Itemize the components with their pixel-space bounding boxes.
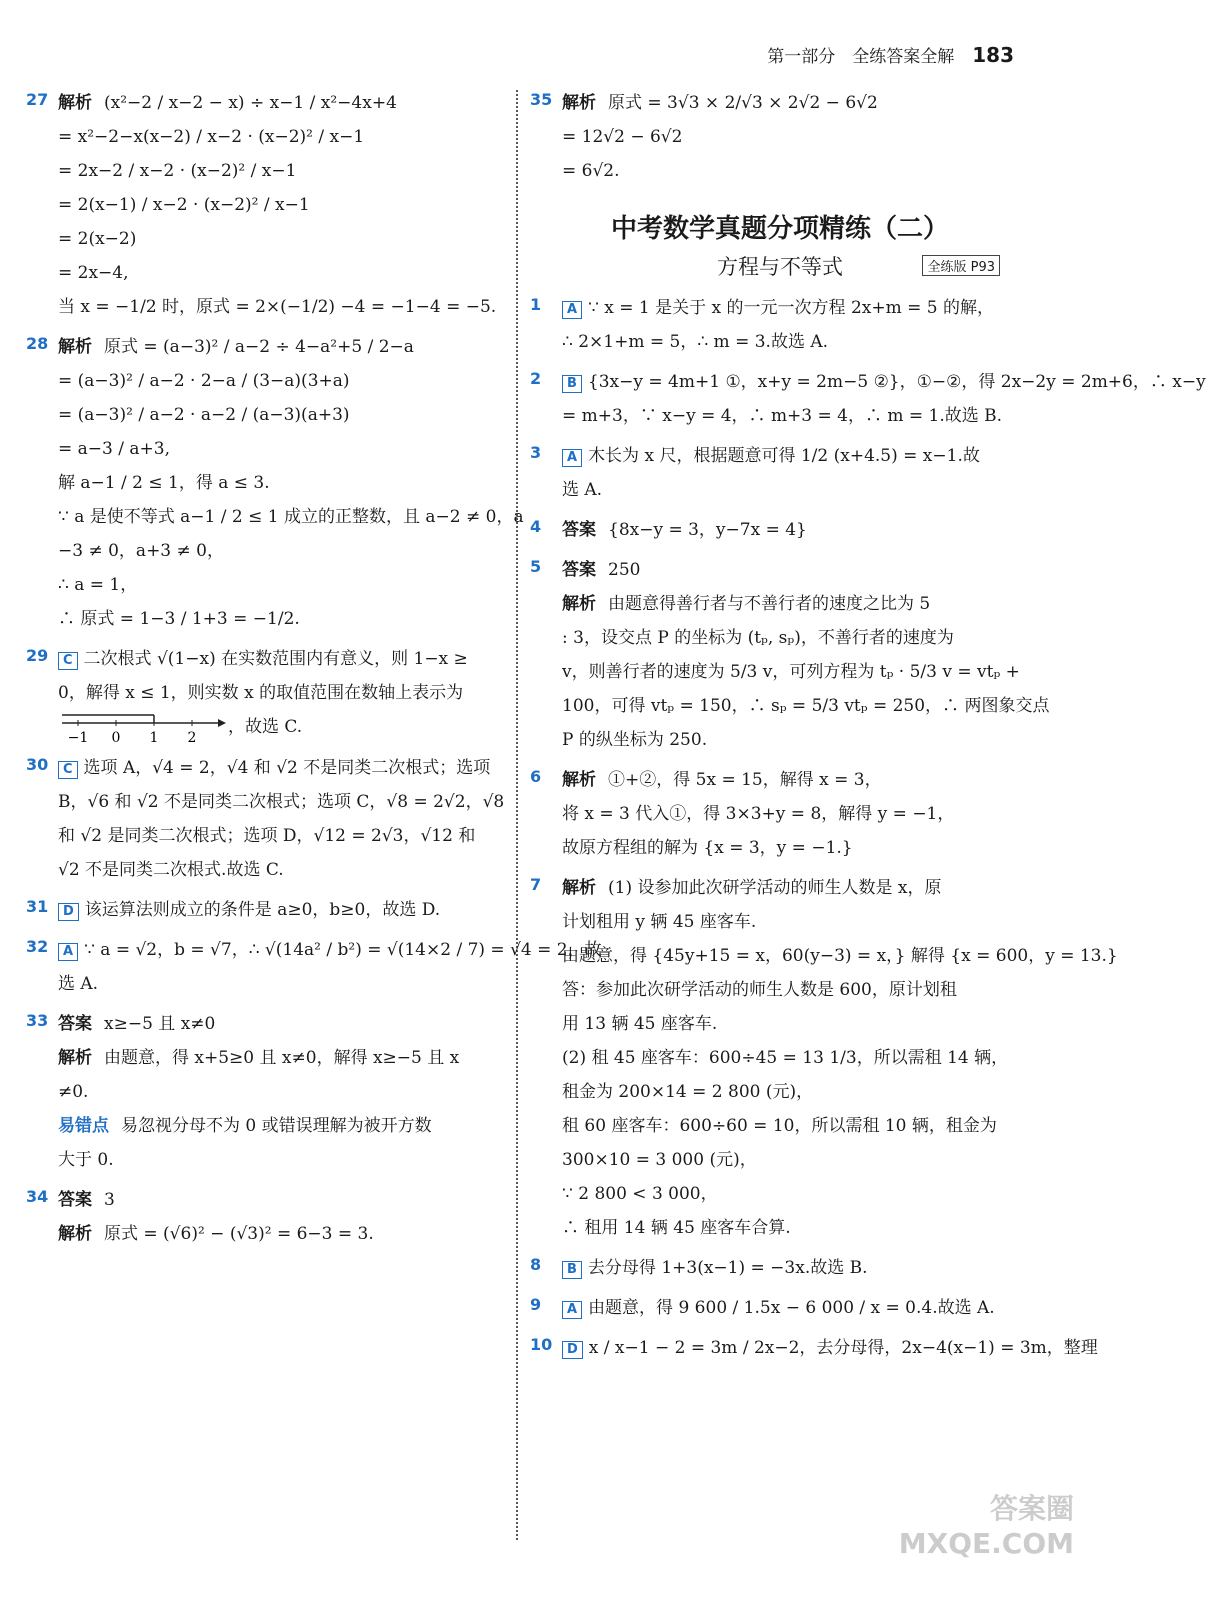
section-label: 解析 — [562, 594, 596, 614]
section-label: 解析 — [562, 878, 596, 898]
answer-choice-badge: D — [562, 1341, 583, 1359]
problem-block — [530, 1251, 1030, 1285]
problem-number: 5 — [530, 557, 542, 576]
solution-line: ∴ 原式 = 1−3 / 1+3 = −1/2. — [58, 609, 300, 629]
solution-line: A ∵ x = 1 是关于 x 的一元一次方程 2x+m = 5 的解， — [562, 291, 1030, 325]
solution-line: 由题意，得 {45y+15 = x，60(y−3) = x，} 解得 {x = 600，y = 13.} — [562, 946, 1118, 966]
number-line-row: −1 0 1 2 ，故选 C. — [58, 710, 506, 745]
solution-line: 答案 250 — [562, 560, 641, 580]
solution-line: √2 不是同类二次根式.故选 C. — [58, 859, 284, 880]
section-label: 答案 — [562, 520, 596, 540]
problem-number: 4 — [530, 517, 542, 536]
problem-block — [26, 893, 506, 927]
answer-choice-badge: C — [58, 652, 78, 670]
problem-block — [530, 291, 1030, 359]
solution-line: 解析 原式 = 3√3 × 2/√3 × 2√2 − 6√2 — [562, 93, 878, 113]
problem-number: 1 — [530, 295, 542, 314]
number-line — [58, 711, 228, 745]
subtitle-text: 方程与不等式 — [717, 255, 843, 279]
solution-line: 解析 (1) 设参加此次研学活动的师生人数是 x，原 — [562, 878, 942, 898]
solution-line: = m+3，∵ x−y = 4，∴ m+3 = 4，∴ m = 1.故选 B. — [562, 406, 1003, 426]
page-number: 183 — [972, 43, 1014, 67]
reference-tag: 全练版 P93 — [922, 255, 1000, 276]
number-line-arrow — [218, 719, 226, 727]
solution-line: 易错点 易忽视分母不为 0 或错误理解为被开方数 — [58, 1115, 432, 1136]
solution-line: = a−3 / a+3, — [58, 439, 170, 459]
problem-number: 31 — [26, 896, 49, 916]
answer-choice-badge: B — [562, 1261, 582, 1279]
solution-line: 租金为 200×14 = 2 800 (元)， — [562, 1082, 814, 1102]
problem-number: 3 — [530, 443, 542, 462]
solution-line: (2) 租 45 座客车：600÷45 = 13 1/3，所以需租 14 辆， — [562, 1048, 1009, 1068]
section-subheading — [530, 251, 1030, 281]
problem-number: 34 — [26, 1186, 49, 1206]
solution-line: 解析 由题意得善行者与不善行者的速度之比为 5 — [562, 594, 931, 614]
problem-number: 32 — [26, 936, 49, 956]
solution-line: = (a−3)² / a−2 · a−2 / (a−3)(a+3) — [58, 405, 350, 425]
answer-choice-badge: C — [58, 761, 78, 779]
solution-line: = 2(x−2) — [58, 229, 137, 249]
problem-block — [26, 642, 506, 745]
problem-block — [530, 1291, 1030, 1325]
solution-line: C 选项 A，√4 = 2，√4 和 √2 不是同类二次根式；选项 — [58, 751, 506, 785]
problem-number: 8 — [530, 1255, 542, 1274]
solution-line: ∴ 2×1+m = 5，∴ m = 3.故选 A. — [562, 332, 829, 352]
solution-line: 解析 ①+②，得 5x = 15，解得 x = 3， — [562, 770, 882, 790]
solution-line: = 2x−4, — [58, 263, 129, 283]
solution-line: B，√6 和 √2 不是同类二次根式；选项 C，√8 = 2√2，√8 — [58, 791, 505, 812]
problem-number: 9 — [530, 1295, 542, 1314]
section-label: 解析 — [58, 1223, 92, 1244]
page-header — [767, 42, 1014, 67]
solution-line: ∵ a 是使不等式 a−1 / 2 ≤ 1 成立的正整数，且 a−2 ≠ 0，a — [58, 507, 524, 527]
solution-line: 0，解得 x ≤ 1，则实数 x 的取值范围在数轴上表示为 — [58, 683, 464, 703]
solution-line: 计划租用 y 辆 45 座客车. — [562, 912, 757, 932]
answer-choice-badge: A — [562, 1301, 582, 1319]
number-line-label: 2 — [187, 729, 197, 746]
solution-line: 解析 原式 = (a−3)² / a−2 ÷ 4−a²+5 / 2−a — [58, 337, 414, 357]
problem-number: 27 — [26, 90, 49, 109]
solution-line: B {3x−y = 4m+1 ①，x+y = 2m−5 ②}，①−②，得 2x−2y = 2m+6，∴ x−y — [562, 365, 1030, 399]
solution-line: = (a−3)² / a−2 · 2−a / (3−a)(3+a) — [58, 371, 350, 391]
solution-line: 答案 x≥−5 且 x≠0 — [58, 1013, 216, 1034]
solution-line: ∵ 2 800 < 3 000， — [562, 1184, 718, 1204]
section-label: 解析 — [58, 1047, 92, 1068]
problem-block — [26, 86, 506, 324]
section-label: 解析 — [562, 770, 596, 790]
problem-block — [530, 513, 1030, 547]
problem-number: 7 — [530, 875, 542, 894]
watermark — [899, 1487, 1074, 1560]
solution-line: = x²−2−x(x−2) / x−2 · (x−2)² / x−1 — [58, 127, 365, 147]
solution-line: A ∵ a = √2，b = √7，∴ √(14a² / b²) = √(14×2 / 7) = √4 = 2，故 — [58, 933, 506, 967]
problem-block — [530, 1331, 1098, 1365]
solution-line: 300×10 = 3 000 (元)， — [562, 1150, 757, 1170]
column-divider — [516, 90, 518, 1540]
section-label: 答案 — [562, 560, 596, 580]
problem-number: 2 — [530, 369, 542, 388]
solution-line: 租 60 座客车：600÷60 = 10，所以需租 10 辆，租金为 — [562, 1116, 997, 1136]
section-label: 易错点 — [58, 1115, 109, 1136]
answer-choice-badge: A — [562, 301, 582, 319]
problem-block — [530, 439, 1030, 507]
section-label: 解析 — [562, 93, 596, 113]
solution-line: ∴ a = 1， — [58, 575, 138, 595]
problem-block — [530, 763, 1030, 865]
solution-line: P 的纵坐标为 250. — [562, 730, 708, 750]
problem-number: 29 — [26, 646, 49, 665]
solution-line: 选 A. — [58, 973, 99, 994]
problem-number: 28 — [26, 334, 49, 353]
solution-line: = 2(x−1) / x−2 · (x−2)² / x−1 — [58, 195, 310, 215]
solution-line: 解析 由题意，得 x+5≥0 且 x≠0，解得 x≥−5 且 x — [58, 1047, 460, 1068]
problem-block — [530, 365, 1206, 433]
answer-choice-badge: D — [58, 903, 79, 921]
section-title: 第一部分 全练答案全解 — [767, 47, 955, 67]
solution-line: = 2x−2 / x−2 · (x−2)² / x−1 — [58, 161, 297, 181]
problem-number: 33 — [26, 1010, 49, 1030]
answer-choice-badge: A — [562, 449, 582, 467]
solution-line: 答案 3 — [58, 1189, 115, 1210]
solution-line: v，则善行者的速度为 5/3 v，可列方程为 tₚ · 5/3 v = vtₚ + — [562, 662, 1020, 682]
solution-line: 用 13 辆 45 座客车. — [562, 1014, 718, 1034]
watermark-url: MXQE.COM — [898, 1527, 1074, 1560]
problem-block — [530, 871, 1118, 1245]
solution-line: : 3，设交点 P 的坐标为 (tₚ, sₚ)，不善行者的速度为 — [562, 628, 954, 648]
solution-line: 大于 0. — [58, 1149, 114, 1170]
solution-line: 100，可得 vtₚ = 150，∴ sₚ = 5/3 vtₚ = 250，∴ 两图象交点 — [562, 696, 1050, 716]
problem-number: 35 — [530, 90, 553, 109]
problem-number: 6 — [530, 767, 542, 786]
solution-line: = 12√2 − 6√2 — [562, 127, 683, 147]
solution-line: 故原方程组的解为 {x = 3，y = −1.} — [562, 838, 853, 858]
right-column — [530, 86, 1206, 1371]
solution-line: A 木长为 x 尺，根据题意可得 1/2 (x+4.5) = x−1.故 — [562, 439, 1030, 473]
solution-line: D 该运算法则成立的条件是 a≥0，b≥0，故选 D. — [58, 893, 506, 927]
number-line-label: 0 — [111, 729, 121, 746]
problem-block — [530, 86, 1030, 188]
number-line-label: −1 — [67, 729, 89, 746]
solution-line: 答案 {8x−y = 3，y−7x = 4} — [562, 520, 807, 540]
problem-block — [26, 933, 602, 1001]
solution-line: 解 a−1 / 2 ≤ 1，得 a ≤ 3. — [58, 473, 270, 493]
section-label: 解析 — [58, 93, 92, 113]
solution-line: A 由题意，得 9 600 / 1.5x − 6 000 / x = 0.4.故选 A. — [562, 1291, 1030, 1325]
section-heading: 中考数学真题分项精练（二） — [610, 214, 949, 244]
answer-choice-badge: A — [58, 943, 78, 961]
number-line-label: 1 — [149, 729, 159, 746]
answer-choice-badge: B — [562, 375, 582, 393]
solution-line: = 6√2. — [562, 161, 620, 181]
solution-line: 选 A. — [562, 480, 603, 500]
solution-line: D x / x−1 − 2 = 3m / 2x−2，去分母得，2x−4(x−1) = 3m，整理 — [562, 1331, 1030, 1365]
problem-block — [26, 330, 524, 636]
section-label: 答案 — [58, 1013, 92, 1034]
solution-line: ∴ 租用 14 辆 45 座客车合算. — [562, 1218, 791, 1238]
solution-line: 解析 原式 = (√6)² − (√3)² = 6−3 = 3. — [58, 1223, 374, 1244]
solution-line: −3 ≠ 0，a+3 ≠ 0， — [58, 541, 224, 561]
section-label: 答案 — [58, 1189, 92, 1210]
solution-line: 当 x = −1/2 时，原式 = 2×(−1/2) −4 = −1−4 = −5. — [58, 297, 497, 317]
solution-line: B 去分母得 1+3(x−1) = −3x.故选 B. — [562, 1251, 1030, 1285]
solution-line: 答：参加此次研学活动的师生人数是 600，原计划租 — [562, 980, 957, 1000]
solution-line: C 二次根式 √(1−x) 在实数范围内有意义，则 1−x ≥ — [58, 642, 506, 676]
solution-line: 将 x = 3 代入①，得 3×3+y = 8，解得 y = −1， — [562, 804, 955, 824]
problem-block — [26, 1007, 506, 1177]
solution-line: ≠0. — [58, 1081, 89, 1102]
watermark-logo: 答案圈 — [989, 1492, 1074, 1525]
section-label: 解析 — [58, 337, 92, 357]
solution-line: 解析 (x²−2 / x−2 − x) ÷ x−1 / x²−4x+4 — [58, 93, 397, 113]
problem-block — [26, 1183, 506, 1251]
problem-number: 30 — [26, 754, 49, 774]
problem-block — [530, 553, 1050, 757]
problem-number: 10 — [530, 1335, 553, 1354]
problem-block — [26, 751, 506, 887]
solution-line: 和 √2 是同类二次根式；选项 D，√12 = 2√3，√12 和 — [58, 825, 476, 846]
